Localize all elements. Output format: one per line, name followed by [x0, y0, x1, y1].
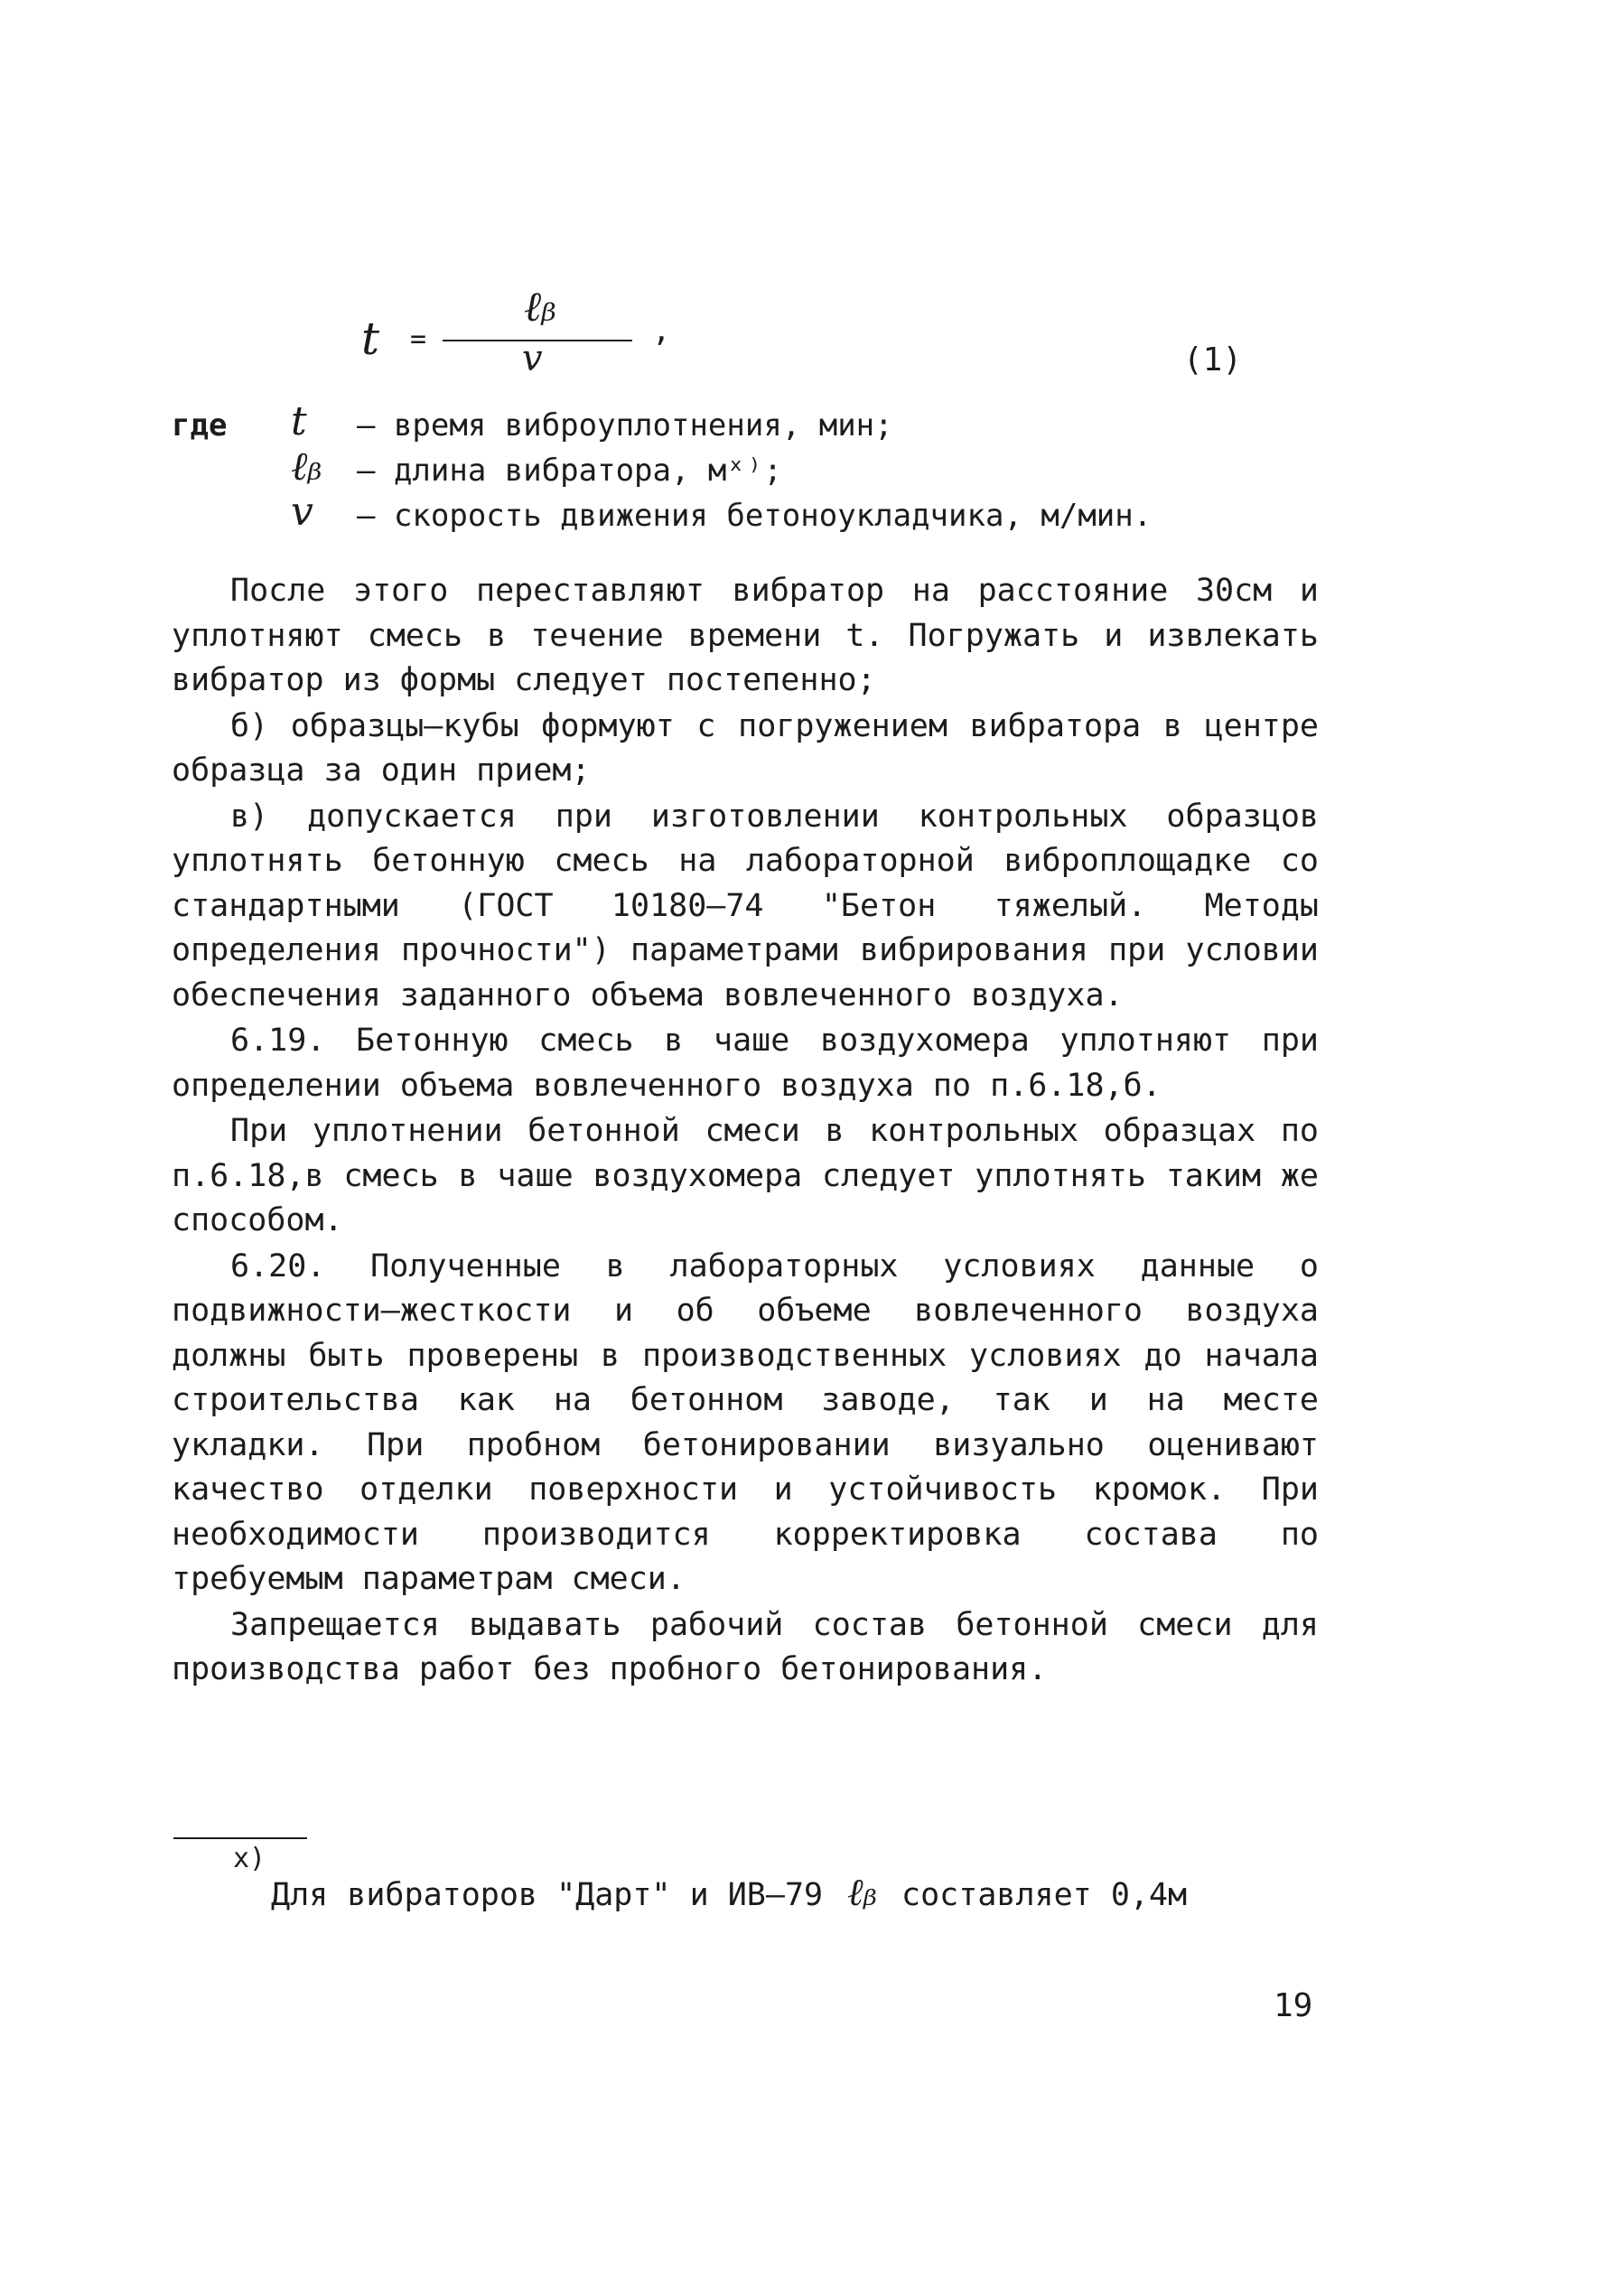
formula-number: (1) — [1183, 341, 1243, 378]
paragraph: 6.20. Полученные в лабораторных условиях данные о подвижности–жесткости и об объеме вовлеченного воздуха должны быть проверены в производственных условиях до начала строительства как на бетонном заводе, так и на месте укладки. При пробном бетонировании визуально оценивают качество отделки поверхности и устойчивость кромок. При необходимости производится корректировка состава по требуемым параметрам смеси. — [172, 1247, 1319, 1597]
formula-equals: = — [410, 323, 427, 355]
paragraph: в) допускается при изготовлении контрольных образцов уплотнять бетонную смесь на лабораторной виброплощадке со стандартными (ГОСТ 10180–74 "Бетон тяжелый. Методы определения прочности") параметрами вибрирования при условии обеспечения заданного объема вовлеченного воздуха. — [172, 798, 1319, 1014]
paragraph: При уплотнении бетонной смеси в контрольных образцах по п.6.18,в смесь в чаше воздухомера следует уплотнять таким же способом. — [172, 1113, 1319, 1238]
definition-symbol: t — [291, 398, 307, 444]
definition-text: – длина вибратора, мˣ⁾; — [357, 453, 782, 489]
formula-denominator: v — [522, 338, 543, 379]
definition-row — [172, 489, 1346, 538]
paragraph: Запрещается выдавать рабочий состав бетонной смеси для производства работ без пробного бетонирования. — [172, 1606, 1319, 1687]
variable-definitions — [172, 398, 1346, 538]
definition-row — [172, 398, 1346, 448]
footnote-rule — [173, 1837, 307, 1839]
page-number: 19 — [1274, 1987, 1313, 2024]
paragraph: б) образцы–кубы формуют с погружением вибратора в центре образца за один прием; — [172, 707, 1319, 789]
footnote-symbol: ℓᵦ — [847, 1870, 877, 1914]
definition-row — [172, 444, 1346, 493]
footnote — [271, 1870, 1187, 1915]
definition-text: – скорость движения бетоноукладчика, м/мин. — [357, 498, 1153, 534]
definition-text: – время виброуплотнения, мин; — [357, 407, 893, 444]
definition-symbol: ℓᵦ — [291, 444, 322, 490]
definition-symbol: v — [291, 489, 313, 535]
formula-lhs: t — [361, 313, 380, 365]
body-text — [172, 569, 1319, 1693]
formula-1 — [361, 282, 1283, 387]
footnote-mark: х) — [233, 1843, 266, 1874]
formula-numerator: ℓᵦ — [524, 282, 556, 331]
formula-comma: , — [652, 313, 671, 349]
paragraph: 6.19. Бетонную смесь в чаше воздухомера уплотняют при определении объема вовлеченного воздуха по п.6.18,б. — [172, 1023, 1319, 1104]
paragraph: После этого переставляют вибратор на расстояние 30см и уплотняют смесь в течение времени t. Погружать и извлекать вибратор из формы следует постепенно; — [172, 573, 1319, 698]
footnote-text-before: Для вибраторов "Дарт" и ИВ–79 — [271, 1877, 824, 1913]
where-label: где — [172, 407, 228, 444]
footnote-text-after: составляет 0,4м — [901, 1877, 1188, 1913]
